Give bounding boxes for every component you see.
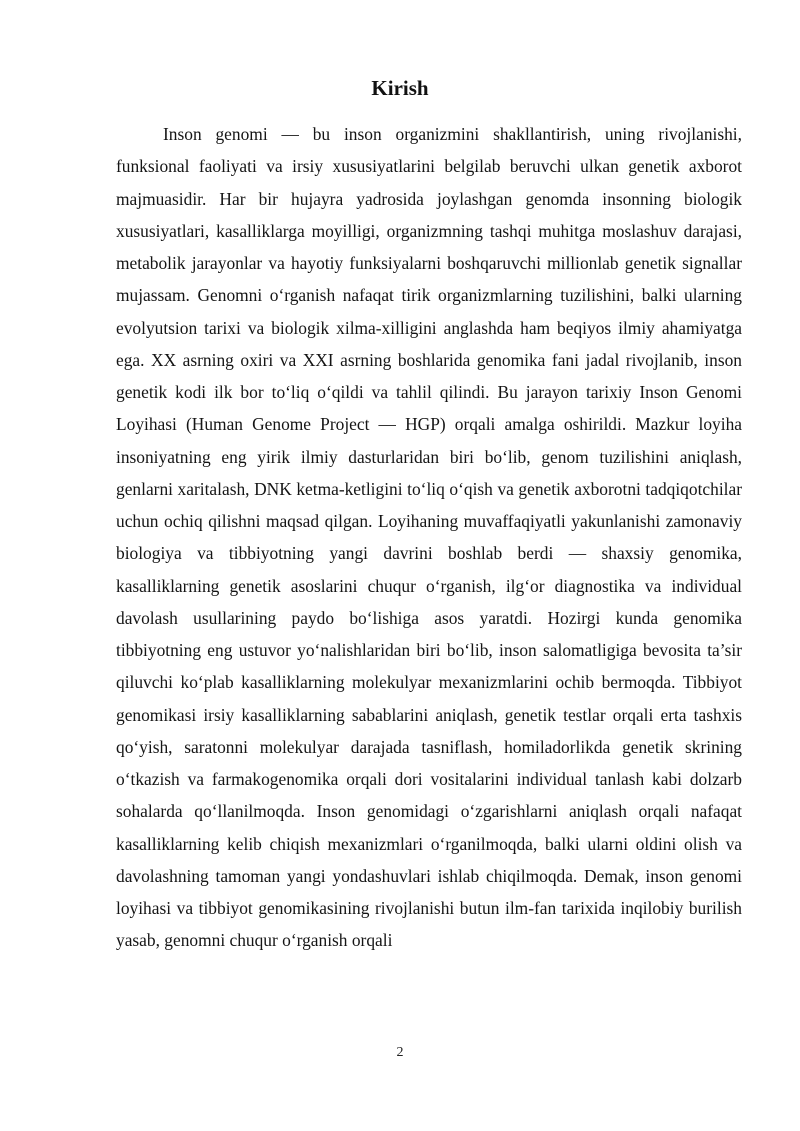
body-paragraph: Inson genomi — bu inson organizmini shakllantirish, uning rivojlanishi, funksional faoliyati va irsiy xususiyatlarini belgilab beruvchi ulkan genetik axborot majmuasidir. Har bir hujayra yadrosida joylashgan genomda insonning biologik xususiyatlari, kasalliklarga moyilligi, organizmning tashqi muhitga moslashuv darajasi, metabolik jarayonlar va hayotiy funksiyalarni boshqaruvchi millionlab genetik signallar mujassam. Genomni o‘rganish nafaqat tirik organizmlarning tuzilishini, balki ularning evolyutsion tarixi va biologik xilma-xilligini anglashda ham beqiyos ilmiy ahamiyatga ega. XX asrning oxiri va XXI asrning boshlarida genomika fani jadal rivojlanib, inson genetik kodi ilk bor to‘liq o‘qildi va tahlil qilindi. Bu jarayon tarixiy Inson Genomi Loyihasi (Human Genome Project — HGP) orqali amalga oshirildi. Mazkur loyiha insoniyatning eng yirik ilmiy dasturlaridan biri bo‘lib, genom tuzilishini aniqlash, genlarni xaritalash, DNK ketma-ketligini to‘liq o‘qish va genetik axborotni tadqiqotchilar uchun ochiq qilishni maqsad qilgan. Loyihaning muvaffaqiyatli yakunlanishi zamonaviy biologiya va tibbiyotning yangi davrini boshlab berdi — shaxsiy genomika, kasalliklarning genetik asoslarini chuqur o‘rganish, ilg‘or diagnostika va individual davolash usullarining paydo bo‘lishiga asos yaratdi. Hozirgi kunda genomika tibbiyotning eng ustuvor yo‘nalishlaridan biri bo‘lib, inson salomatligiga bevosita ta’sir qiluvchi ko‘plab kasalliklarning molekulyar mexanizmlarini ochib bermoqda. Tibbiyot genomikasi irsiy kasalliklarning sabablarini aniqlash, genetik testlar orqali erta tashxis qo‘yish, saratonni molekulyar darajada tasniflash, homiladorlikda genetik skrining o‘tkazish va farmakogenomika orqali dori vositalarini individual tanlash kabi dolzarb sohalarda qo‘llanilmoqda. Inson genomidagi o‘zgarishlarni aniqlash orqali nafaqat kasalliklarning kelib chiqish mexanizmlari o‘rganilmoqda, balki ularni oldini olish va davolashning tamoman yangi yondashuvlari ishlab chiqilmoqda. Demak, inson genomi loyihasi va tibbiyot genomikasining rivojlanishi butun ilm-fan tarixida inqilobiy burilish yasab, genomni chuqur o‘rganish orqali bbox=[116, 124, 742, 951]
page-number: 2 bbox=[396, 1045, 404, 1060]
section-heading: Kirish bbox=[371, 76, 429, 100]
